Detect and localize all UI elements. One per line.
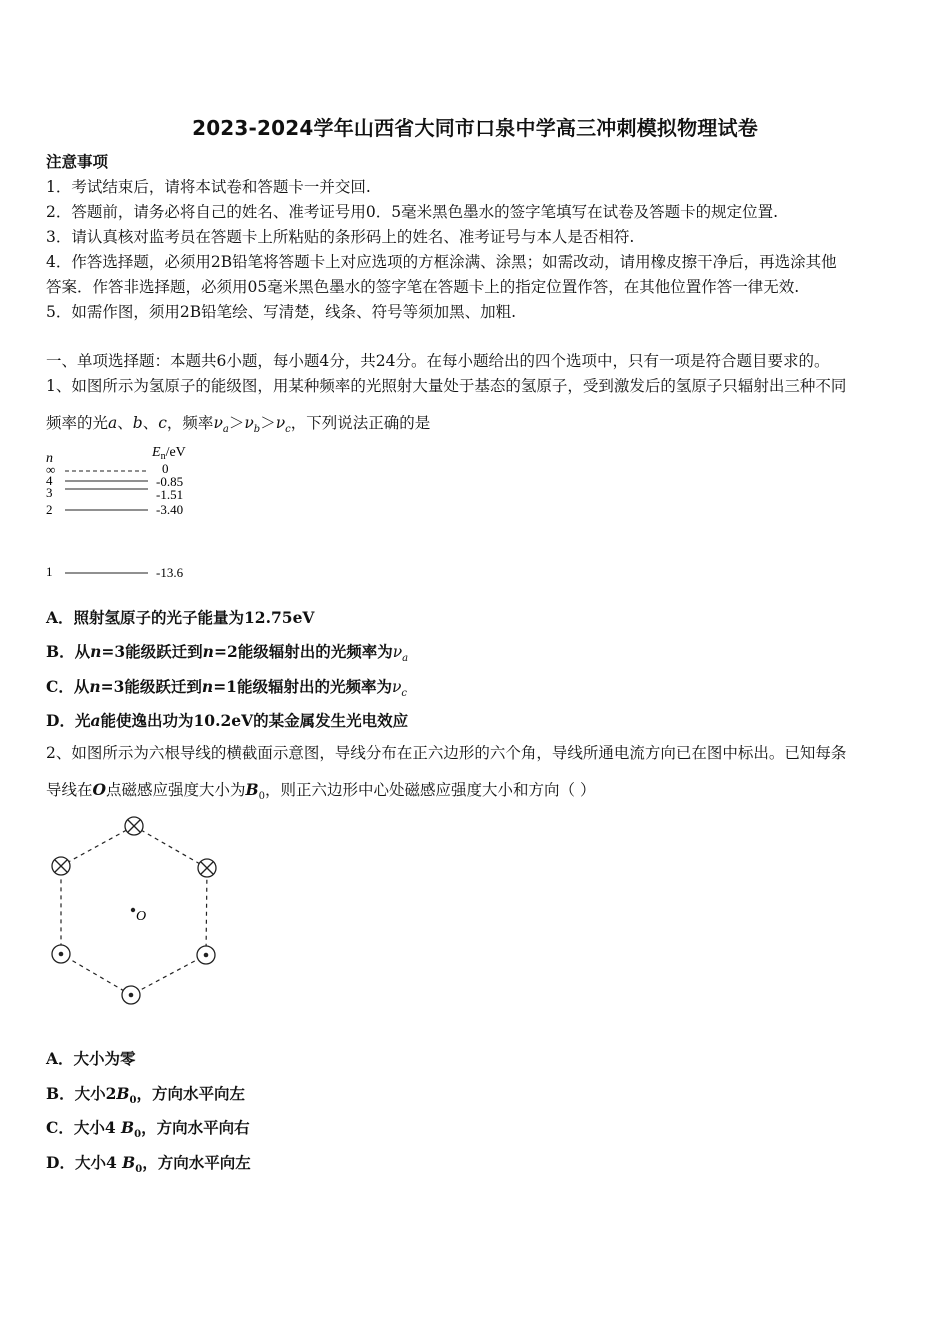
level-n-label: 3: [46, 485, 53, 500]
level-energy-label: 0: [162, 461, 169, 476]
q2-stem-line1: 2、如图所示为六根导线的横截面示意图，导线分布在正六边形的六个角，导线所通电流方向已在图中标出。已知每条: [46, 744, 847, 762]
q1-option-d: D．光a能使逸出功为10.2eV的某金属发生光电效应: [46, 711, 409, 730]
q1-stem-line2: 频率的光a、b、c，频率$\nu_a>\nu_b>\nu_c$，下列说法正确的是: [46, 414, 431, 436]
q1-option-c: C．从n=3能级跃迁到n=1能级辐射出的光频率为$\nu_c$: [46, 677, 408, 700]
level-n-label: 2: [46, 502, 53, 517]
notice-item: 3．请认真核对监考员在答题卡上所粘贴的条形码上的姓名、准考证号与本人是否相符.: [46, 228, 635, 246]
section-heading: 一、单项选择题：本题共6小题，每小题4分，共24分。在每小题给出的四个选项中，只有一项是符合题目要求的。: [46, 352, 830, 370]
level-n-label: ∞: [46, 462, 56, 477]
level-energy-label: -0.85: [156, 474, 184, 489]
level-energy-label: -13.6: [156, 565, 184, 580]
notice-item: 2．答题前，请务必将自己的姓名、准考证号用0．5毫米黑色墨水的签字笔填写在试卷及答题卡的规定位置.: [46, 203, 779, 221]
notice-item: 5．如需作图，须用2B铅笔绘、写清楚，线条、符号等须加黑、加粗.: [46, 303, 517, 321]
q2-option-c: C．大小4 $B_0$，方向水平向右: [46, 1118, 250, 1141]
notice-item: 答案．作答非选择题，必须用05毫米黑色墨水的签字笔在答题卡上的指定位置作答，在其他位置作答一律无效.: [46, 278, 800, 296]
level-energy-label: -3.40: [156, 502, 184, 517]
level-n-label: 1: [46, 564, 53, 579]
q1-stem-line1: 1、如图所示为氢原子的能级图，用某种频率的光照射大量处于基态的氢原子，受到激发后的氢原子只辐射出三种不同: [46, 377, 847, 395]
wire-into-icon: [52, 857, 70, 875]
q2-option-d: D．大小4 $B_0$，方向水平向左: [46, 1153, 251, 1176]
center-label: O: [136, 909, 147, 924]
center-point: [131, 908, 135, 912]
level-energy-label: -1.51: [156, 487, 184, 502]
energy-level-diagram: [40, 440, 210, 590]
level-n-label: 4: [46, 473, 53, 488]
axis-label-energy: $E_n/eV$: [152, 445, 186, 462]
wire-into-icon: [198, 859, 216, 877]
q2-stem-line2: 导线在O点磁感应强度大小为$B_0$，则正六边形中心处磁感应强度大小和方向（ ）: [46, 780, 596, 803]
axis-label-n: n: [46, 451, 53, 466]
wire-out-icon: [122, 986, 140, 1004]
q2-option-a: A．大小为零: [46, 1049, 136, 1068]
q1-option-b: B．从n=3能级跃迁到n=2能级辐射出的光频率为$\nu_a$: [46, 642, 409, 665]
hexagon-wires-diagram: [40, 810, 230, 1015]
notice-heading: 注意事项: [46, 152, 109, 171]
notice-item: 4．作答选择题，必须用2B铅笔将答题卡上对应选项的方框涂满、涂黑；如需改动，请用橡皮擦干净后，再选涂其他: [46, 253, 837, 271]
q2-option-b: B．大小$2B_0$，方向水平向左: [46, 1084, 245, 1107]
wire-out-icon: [197, 946, 215, 964]
page-title: 2023-2024学年山西省大同市口泉中学高三冲刺模拟物理试卷: [192, 116, 758, 140]
wire-into-icon: [125, 817, 143, 835]
wire-out-icon: [52, 945, 70, 963]
notice-item: 1．考试结束后，请将本试卷和答题卡一并交回.: [46, 178, 371, 196]
q1-option-a: A．照射氢原子的光子能量为12.75eV: [46, 608, 315, 627]
